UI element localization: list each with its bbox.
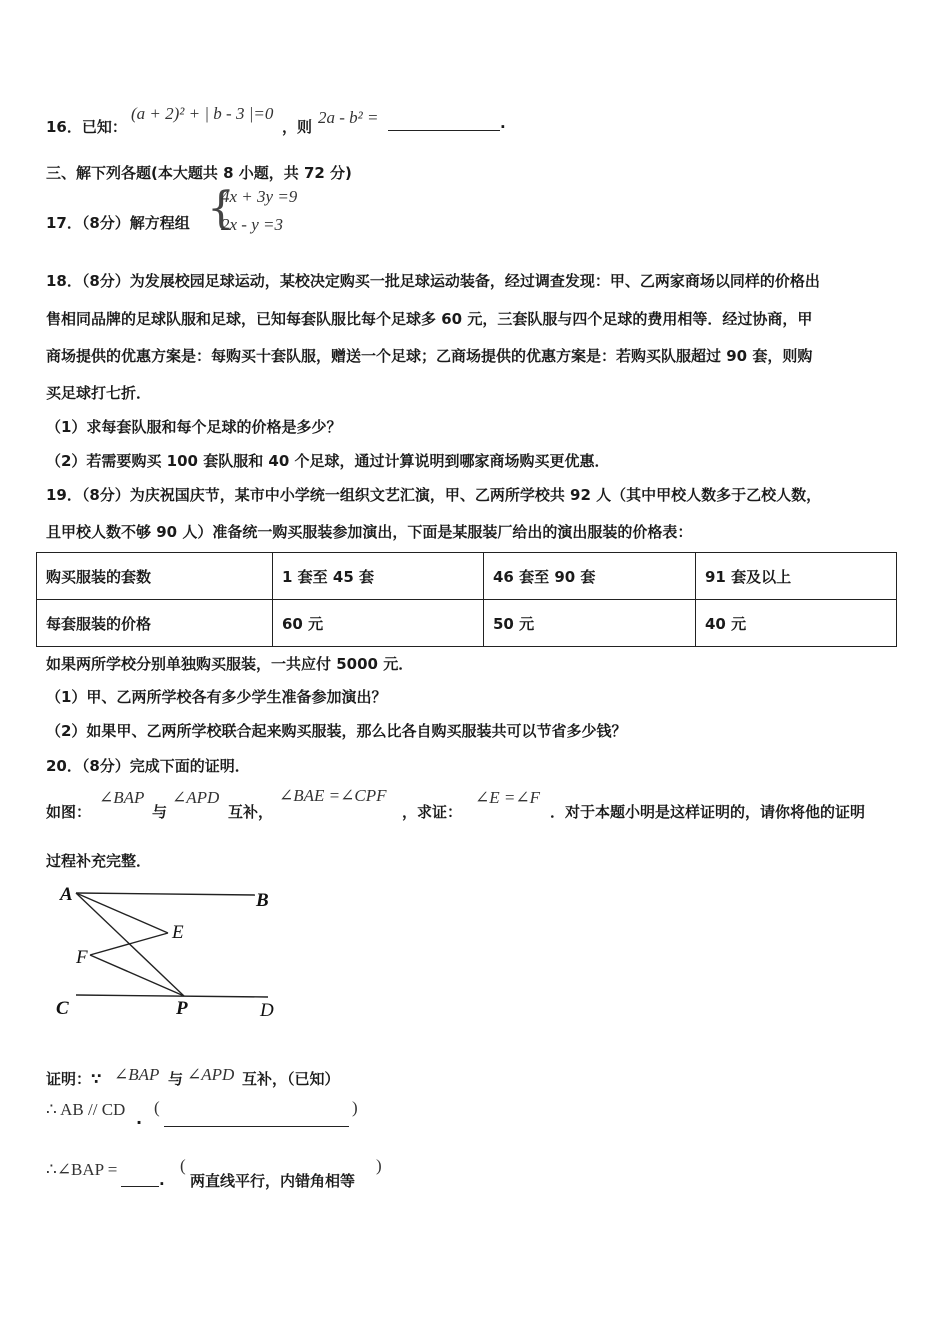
table-row <box>37 553 897 600</box>
label-c: C <box>56 998 69 1019</box>
q20-intro-tail: ．对于本题小明是这样证明的，请你将他的证明 <box>550 803 866 821</box>
proof-angle-blank[interactable] <box>121 1170 159 1191</box>
label-f: F <box>76 947 88 968</box>
table-cell: 40 元 <box>696 600 897 647</box>
q16-then: ，则 <box>282 118 313 136</box>
q19-line-2: 且甲校人数不够 90 人）准备统一购买服装参加演出，下面是某服装厂给出的演出服装的价格表： <box>46 523 693 541</box>
segment-ap <box>76 893 184 996</box>
table-cell: 50 元 <box>484 600 696 647</box>
q20-prove-label: ，求证： <box>402 803 463 821</box>
proof-line-2-close-paren: ) <box>352 1098 358 1117</box>
angle-apd: ∠APD <box>172 788 220 807</box>
angle-bap: ∠BAP <box>99 788 145 807</box>
q20-intro-line-2: 过程补充完整． <box>46 852 152 870</box>
q20-supplement: 互补， <box>228 803 274 821</box>
q19-subquestion-1: （1）甲、乙两所学校各有多少学生准备参加演出？ <box>46 688 387 706</box>
q16-label: 16．已知： <box>46 118 127 136</box>
table-cell: 购买服装的套数 <box>37 553 273 600</box>
table-cell: 60 元 <box>273 600 484 647</box>
q18-line-4: 买足球打七折． <box>46 384 152 402</box>
q18-line-3: 商场提供的优惠方案是：每购买十套队服，赠送一个足球；乙商场提供的优惠方案是：若购买队服超过 90 套，则购 <box>46 347 813 365</box>
table-cell: 1 套至 45 套 <box>273 553 484 600</box>
proof-line-3-open-paren: ( <box>180 1156 186 1175</box>
proof-line-2-statement: ∴ AB // CD <box>46 1100 126 1119</box>
geometry-figure <box>40 875 290 1025</box>
proof-line-3-reason: 两直线平行，内错角相等 <box>190 1172 356 1190</box>
label-b: B <box>256 890 269 911</box>
q19-after-table: 如果两所学校分别单独购买服装，一共应付 5000 元． <box>46 655 414 673</box>
label-p: P <box>176 998 188 1019</box>
segment-fp <box>90 955 184 996</box>
proof-line-2-dot: . <box>136 1109 143 1128</box>
q20-goal: ∠E =∠F <box>475 788 540 807</box>
q20-figure-intro: 如图： <box>46 803 92 821</box>
q20-label: 20．（8分）完成下面的证明． <box>46 757 250 775</box>
q20-condition: ∠BAE =∠CPF <box>279 786 387 805</box>
proof-line-1-tail: 互补，（已知） <box>242 1070 340 1088</box>
proof-line-3-statement: ∴∠BAP = <box>46 1160 118 1179</box>
q18-line-1: 18．（8分）为发展校园足球运动，某校决定购买一批足球运动装备，经过调查发现：甲、乙两家商场以同样的价格出 <box>46 272 820 290</box>
proof-line-3-dot: . <box>159 1171 165 1189</box>
table-cell: 91 套及以上 <box>696 553 897 600</box>
q18-subquestion-2: （2）若需要购买 100 套队服和 40 个足球，通过计算说明到哪家商场购买更优惠． <box>46 452 610 470</box>
system-brace: { <box>207 183 235 234</box>
proof-line-3-close-paren: ) <box>376 1156 382 1175</box>
q17-equation-2: 2x - y =3 <box>221 215 283 234</box>
proof-angle-apd: ∠APD <box>187 1065 235 1084</box>
q16-target-expression: 2a - b² = <box>318 108 379 127</box>
q20-with: 与 <box>152 803 168 821</box>
table-row <box>37 600 897 647</box>
q19-line-1: 19．（8分）为庆祝国庆节，某市中小学统一组织文艺汇演，甲、乙两所学校共 92 人（其中甲校人数多于乙校人数， <box>46 486 822 504</box>
table-cell: 每套服装的价格 <box>37 600 273 647</box>
q17-equation-1: 4x + 3y =9 <box>221 187 298 206</box>
q17-label: 17．（8分）解方程组 <box>46 214 190 232</box>
price-table <box>36 552 897 647</box>
line-ab <box>76 893 255 895</box>
q18-line-2: 售相同品牌的足球队服和足球，已知每套队服比每个足球多 60 元，三套队服与四个足球的费用相等．经过协商，甲 <box>46 310 813 328</box>
q16-answer-blank[interactable] <box>388 113 500 135</box>
proof-reason-blank[interactable] <box>164 1110 349 1131</box>
proof-angle-bap: ∠BAP <box>114 1065 160 1084</box>
q18-subquestion-1: （1）求每套队服和每个足球的价格是多少？ <box>46 418 342 436</box>
label-d: D <box>260 1000 274 1021</box>
proof-line-1-prefix: 证明：∵ <box>46 1070 102 1088</box>
label-a: A <box>60 884 73 905</box>
section-title: 三、解下列各题(本大题共 8 小题，共 72 分) <box>46 164 352 182</box>
label-e: E <box>172 922 184 943</box>
q19-subquestion-2: （2）如果甲、乙两所学校联合起来购买服装，那么比各自购买服装共可以节省多少钱？ <box>46 722 627 740</box>
proof-line-2-open-paren: ( <box>154 1098 160 1117</box>
table-cell: 46 套至 90 套 <box>484 553 696 600</box>
q16-period: . <box>500 114 506 132</box>
q16-expression: (a + 2)² + | b - 3 |=0 <box>131 104 274 123</box>
proof-with: 与 <box>168 1070 184 1088</box>
line-cd <box>76 995 268 997</box>
segment-ae <box>76 893 168 933</box>
